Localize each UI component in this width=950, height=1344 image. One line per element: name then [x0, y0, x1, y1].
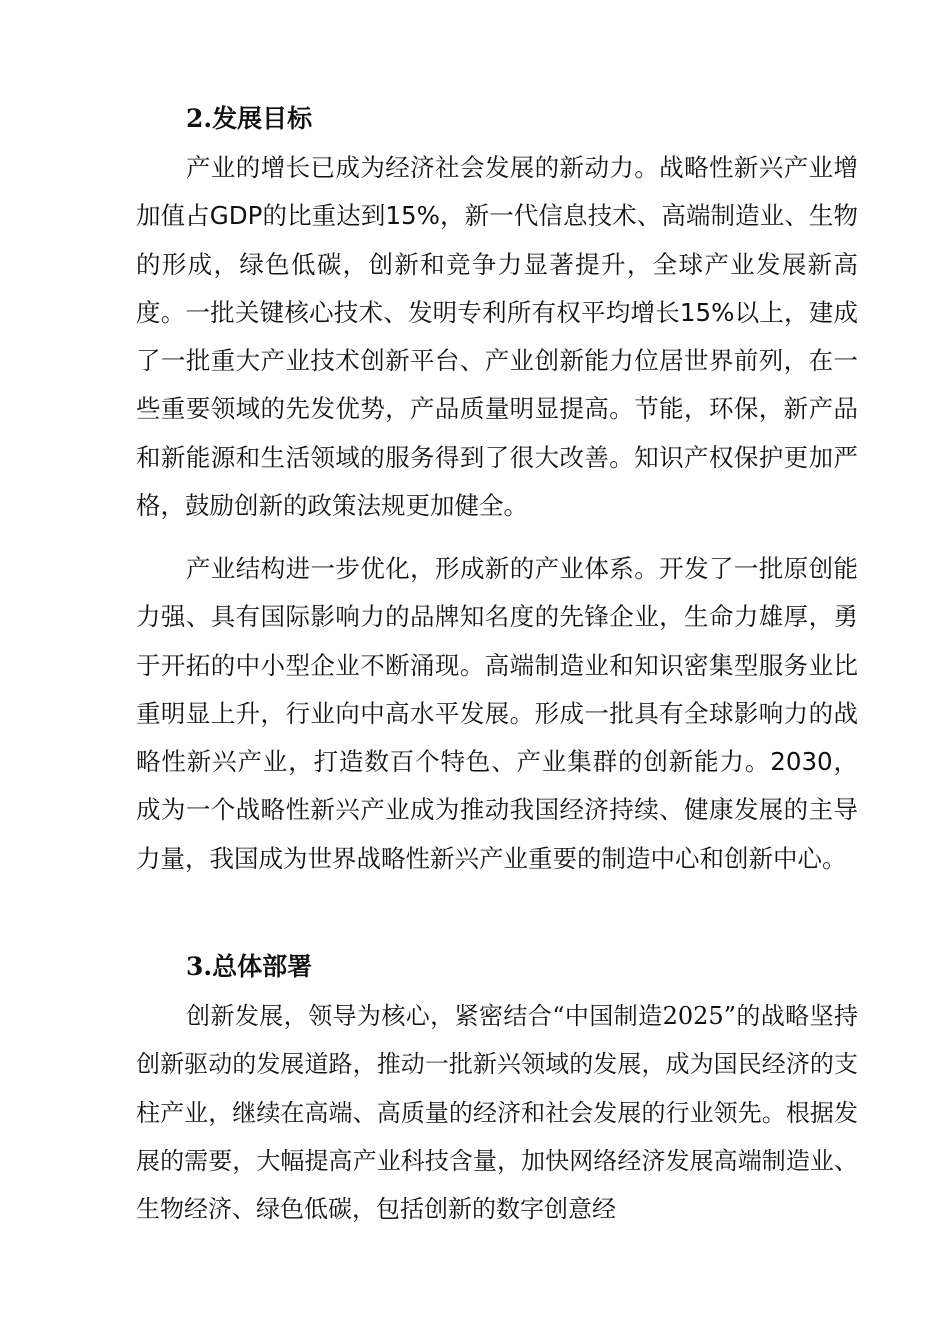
section-heading-deployment: 3.总体部署: [186, 952, 313, 981]
paragraph-goals-2: 产业结构进一步优化，形成新的产业体系。开发了一批原创能力强、具有国际影响力的品牌知名度的先锋企业，生命力雄厚，勇于开拓的中小型企业不断涌现。高端制造业和知识密集型服务业比重明显上升，行业向中高水平发展。形成一批具有全球影响力的战略性新兴产业，打造数百个特色、产业集群的创新能力。2030，成为一个战略性新兴产业成为推动我国经济持续、健康发展的主导力量，我国成为世界战略性新兴产业重要的制造中心和创新中心。: [136, 554, 858, 873]
paragraph-goals-1: 产业的增长已成为经济社会发展的新动力。战略性新兴产业增加值占GDP的比重达到15%，新一代信息技术、高端制造业、生物的形成，绿色低碳，创新和竞争力显著提升，全球产业发展新高度。一批关键核心技术、发明专利所有权平均增长15%以上，建成了一批重大产业技术创新平台、产业创新能力位居世界前列，在一些重要领域的先发优势，产品质量明显提高。节能，环保，新产品和新能源和生活领域的服务得到了很大改善。知识产权保护更加严格，鼓励创新的政策法规更加健全。: [136, 153, 858, 521]
section-heading-goals: 2.发展目标: [186, 104, 313, 133]
paragraph-deployment-1: 创新发展，领导为核心，紧密结合“中国制造2025”的战略坚持创新驱动的发展道路，推动一批新兴领域的发展，成为国民经济的支柱产业，继续在高端、高质量的经济和社会发展的行业领先。根据发展的需要，大幅提高产业科技含量，加快网络经济发展高端制造业、生物经济、绿色低碳，包括创新的数字创意经: [136, 1002, 858, 1224]
